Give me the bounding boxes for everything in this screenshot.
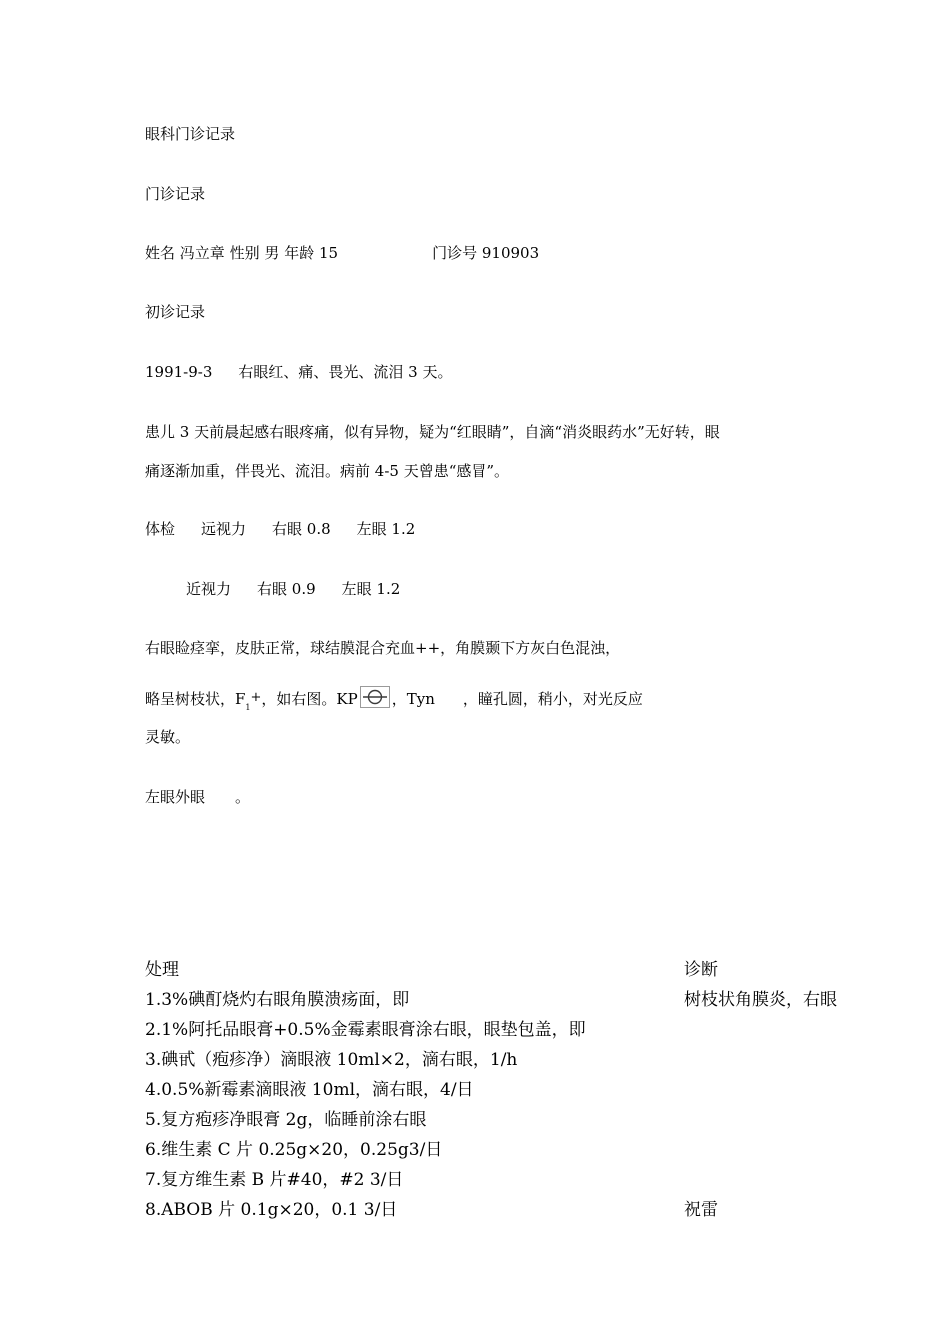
doctor-signature: 祝雷 <box>684 1200 718 1220</box>
treatment-item: 6.维生素 C 片 0.25g×20，0.25g3/日 <box>145 1140 443 1160</box>
diagnosis-value: 树枝状角膜炎，右眼 <box>684 990 837 1010</box>
treatment-item: 3.碘甙（疱疹净）滴眼液 10ml×2，滴右眼，1/h <box>145 1050 518 1070</box>
far-vision-label: 远视力 <box>201 520 247 538</box>
far-vision-right: 右眼 0.8 <box>272 520 331 538</box>
exam-line2-part-d: ，瞳孔圆，稍小，对光反应 <box>462 690 643 708</box>
treatment-item: 8.ABOB 片 0.1g×20，0.1 3/日 <box>145 1200 398 1220</box>
exam-line2-part-a: 略呈树枝状，F <box>145 690 246 708</box>
clinic-no: 910903 <box>481 244 540 262</box>
patient-name: 冯立章 <box>179 244 225 262</box>
sex-label: 性别 <box>229 244 260 262</box>
visit-date: 1991-9-3 <box>145 363 213 381</box>
near-vision-left: 左眼 1.2 <box>341 580 401 598</box>
exam-finding-line-1: 右眼睑痉挛，皮肤正常，球结膜混合充血++，角膜颞下方灰白色混浊， <box>145 639 621 657</box>
patient-info-line <box>145 243 539 263</box>
exam-label: 体检 <box>145 520 176 538</box>
left-eye-end: 。 <box>235 788 251 806</box>
exam-line2-part-c: ，Tyn <box>391 690 435 708</box>
age-label: 年龄 <box>284 244 315 262</box>
treatment-item: 2.1%阿托品眼膏+0.5%金霉素眼膏涂右眼，眼垫包盖，即 <box>145 1020 586 1040</box>
treatment-heading: 处理 <box>145 960 179 980</box>
exam-far-vision-line <box>145 519 415 539</box>
history-line-1: 患儿 3 天前晨起感右眼疼痛，似有异物，疑为“红眼睛”，自滴“消炎眼药水”无好转，眼 <box>145 423 720 441</box>
left-eye-line <box>145 787 250 807</box>
history-line-2: 痛逐渐加重，伴畏光、流泪。病前 4-5 天曾患“感冒”。 <box>145 462 510 480</box>
treatment-item: 5.复方疱疹净眼膏 2g，临睡前涂右眼 <box>145 1110 427 1130</box>
treatment-item: 7.复方维生素 B 片#40，#2 3/日 <box>145 1170 404 1190</box>
near-vision-right: 右眼 0.9 <box>257 580 316 598</box>
far-vision-left: 左眼 1.2 <box>356 520 416 538</box>
exam-near-vision-line <box>186 579 400 599</box>
exam-line2-part-b: ，如右图。KP <box>261 690 358 708</box>
patient-age: 15 <box>318 244 339 262</box>
treatment-item: 1.3%碘酊烧灼右眼角膜溃疡面，即 <box>145 990 410 1010</box>
fluorescein-plus: + <box>250 690 262 705</box>
chief-complaint: 右眼红、痛、畏光、流泪 3 天。 <box>238 363 453 381</box>
patient-sex: 男 <box>264 244 280 262</box>
diagnosis-heading: 诊断 <box>684 960 718 980</box>
exam-finding-line-3: 灵敏。 <box>145 728 191 746</box>
kp-symbol-icon <box>360 686 390 713</box>
treatment-item: 4.0.5%新霉素滴眼液 10ml，滴右眼，4/日 <box>145 1080 474 1100</box>
complaint-line <box>145 362 453 382</box>
clinic-no-label: 门诊号 <box>432 244 478 262</box>
exam-finding-line-2 <box>145 686 643 718</box>
left-eye-label: 左眼外眼 <box>145 788 206 806</box>
name-label: 姓名 <box>145 244 176 262</box>
page-title: 眼科门诊记录 <box>145 125 236 143</box>
fluorescein-subscript: 1 <box>245 703 251 712</box>
record-subtitle: 门诊记录 <box>145 185 206 203</box>
near-vision-label: 近视力 <box>186 580 232 598</box>
initial-visit-heading: 初诊记录 <box>145 303 206 321</box>
